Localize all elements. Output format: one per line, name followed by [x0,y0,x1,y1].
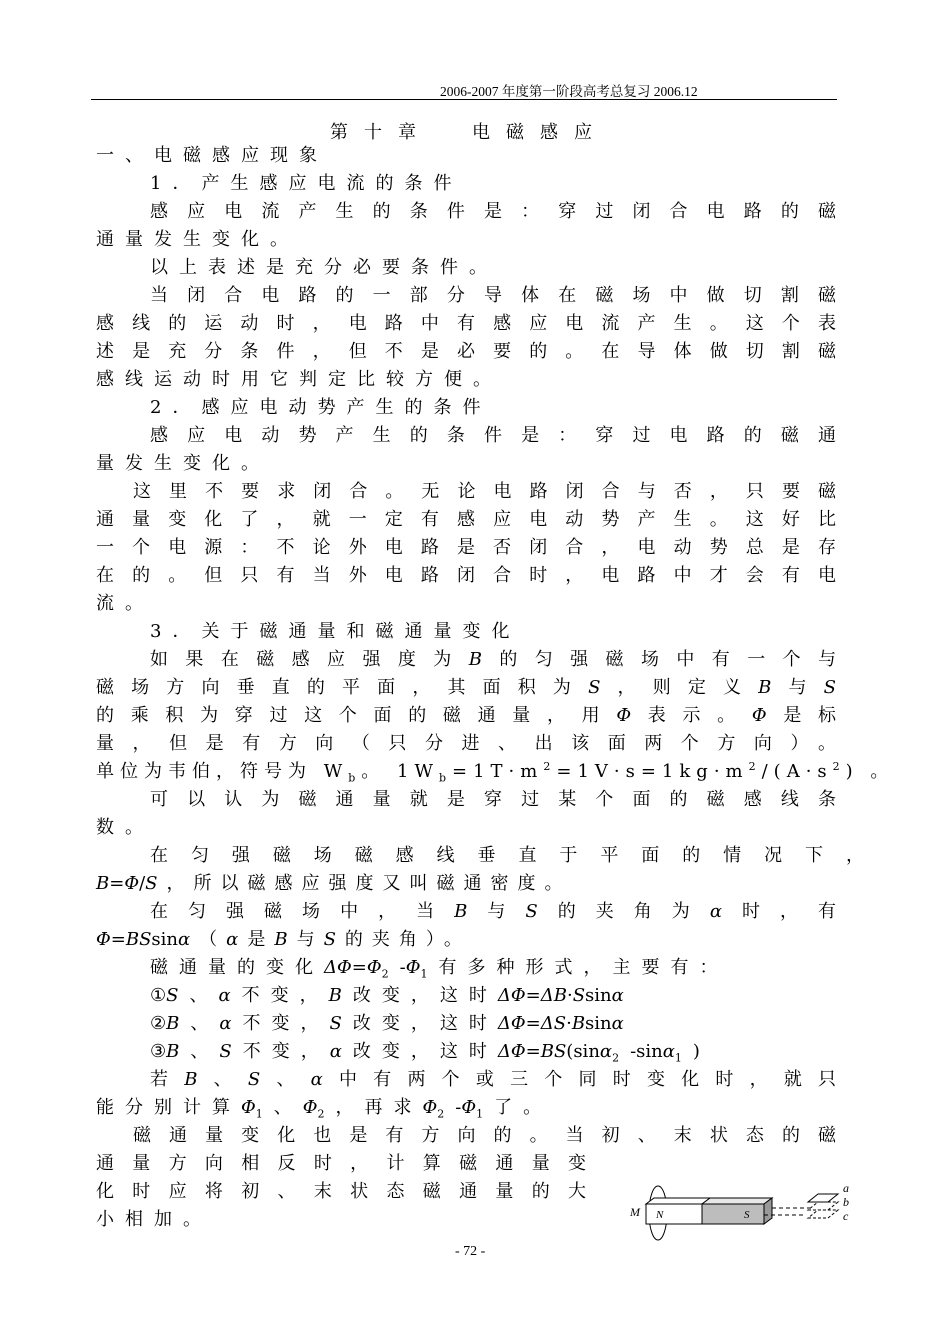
text-line: 通量发生变化。 [96,229,299,250]
text-line: 在匀强磁场中，当B与S的夹角为α时，有 [150,901,837,922]
magnet-top [646,1198,710,1204]
text-line: 流。 [96,593,154,614]
text-line: 的乘积为穿过这个面的磁通量，用Φ表示。Φ是标 [96,705,837,726]
magnet-n-part [646,1204,702,1224]
text-line: 可以认为磁通量就是穿过某个面的磁感线条 [150,789,836,810]
text-line: 量发生变化。 [96,453,270,474]
text-line: 感线的运动时，电路中有感应电流产生。这个表 [96,313,836,334]
text-line: 通量方向相反时，计算磁通量变 [96,1153,586,1174]
text-line: 小相加。 [96,1209,212,1230]
case-2: ②B、α不变，S改变，这时ΔΦ=ΔS·Bsinα [150,1013,624,1034]
text-line: 量，但是有方向（只分进、出该面两个方向）。 [96,733,836,754]
text-line: 感应电流产生的条件是：穿过闭合电路的磁 [150,201,836,222]
label-n: N [656,1209,664,1221]
text-line: 磁通量变化也是有方向的。当初、末状态的磁 [133,1125,836,1146]
header-rule [91,99,837,100]
text-line: 磁通量的变化$\Delta\Phi=\Phi_2-\Phi_1$有多种形式，主要有： [150,957,729,981]
chapter-title [330,118,608,144]
title-chapter: 第十章 [330,122,432,143]
case-1: ①S、α不变，B改变，这时ΔΦ=ΔB·Ssinα [150,985,624,1006]
page-header: 2006-2007 年度第一阶段高考总复习 2006.12 [440,84,698,99]
magnet-figure [620,1178,860,1246]
page-number: - 72 - [455,1244,486,1259]
text-line: 述是充分条件，但不是必要的。在导体做切割磁 [96,341,836,362]
plane-c [808,1210,838,1218]
formula-line: Φ=BSsinα（α是B与S的夹角）。 [96,929,471,950]
text-line: 如果在磁感应强度为B的匀强磁场中有一个与 [150,649,837,670]
text-line: 感应电动势产生的条件是：穿过电路的磁通 [150,425,836,446]
label-c: c [843,1209,849,1223]
magnet-top-s [702,1198,772,1204]
section-heading: 一、电磁感应现象 [96,145,328,166]
text-line: 通量变化了，就一定有感应电动势产生。这好比 [96,509,836,530]
unit-line: 单位为韦伯，符号为 $W_b$。 $1W_b=1T\cdot m^2=1V\cdot s=1kg\cdot m^2/(A\cdot s^2)$ 。 [96,760,895,785]
label-s: S [744,1209,750,1221]
subsection-2: 2．感应电动势产生的条件 [150,397,492,418]
title-topic: 电磁感应 [472,122,608,143]
text-line: 磁场方向垂直的平面，其面积为S，则定义B与S [96,677,837,698]
label-m: M [630,1205,640,1219]
formula-line: B=Φ/S，所以磁感应强度又叫磁通密度。 [96,873,572,894]
magnet-s-part [702,1204,764,1224]
label-b: b [843,1195,849,1209]
text-line: 数。 [96,817,154,838]
text-line: 这里不要求闭合。无论电路闭合与否，只要磁 [133,481,836,502]
text-line: 以上表述是充分必要条件。 [150,257,498,278]
plane-b [808,1202,838,1210]
text-line: 一个电源：不论外电路是否闭合，电动势总是存 [96,537,836,558]
subsection-1: 1．产生感应电流的条件 [150,173,463,194]
plane-a [808,1194,838,1202]
text-line: 化时应将初、末状态磁通量的大 [96,1181,586,1202]
text-line: 感线运动时用它判定比较方便。 [96,369,502,390]
text-line: 能分别计算$\Phi_1$、$\Phi_2$，再求$\Phi_2-\Phi_1$了。 [96,1097,553,1121]
text-line: 若B、S、α中有两个或三个同时变化时，就只 [150,1069,837,1090]
label-a: a [843,1181,849,1195]
text-line: 当闭合电路的一部分导体在磁场中做切割磁 [150,285,836,306]
subsection-3: 3．关于磁通量和磁通量变化 [150,621,521,642]
case-3: ③B、S不变，α改变，这时ΔΦ=BS(sinα$_2$-sinα$_1$) [150,1041,700,1065]
text-line: 在匀强磁场磁感线垂直于平面的情况下， [150,845,864,866]
text-line: 在的。但只有当外电路闭合时，电路中才会有电 [96,565,836,586]
